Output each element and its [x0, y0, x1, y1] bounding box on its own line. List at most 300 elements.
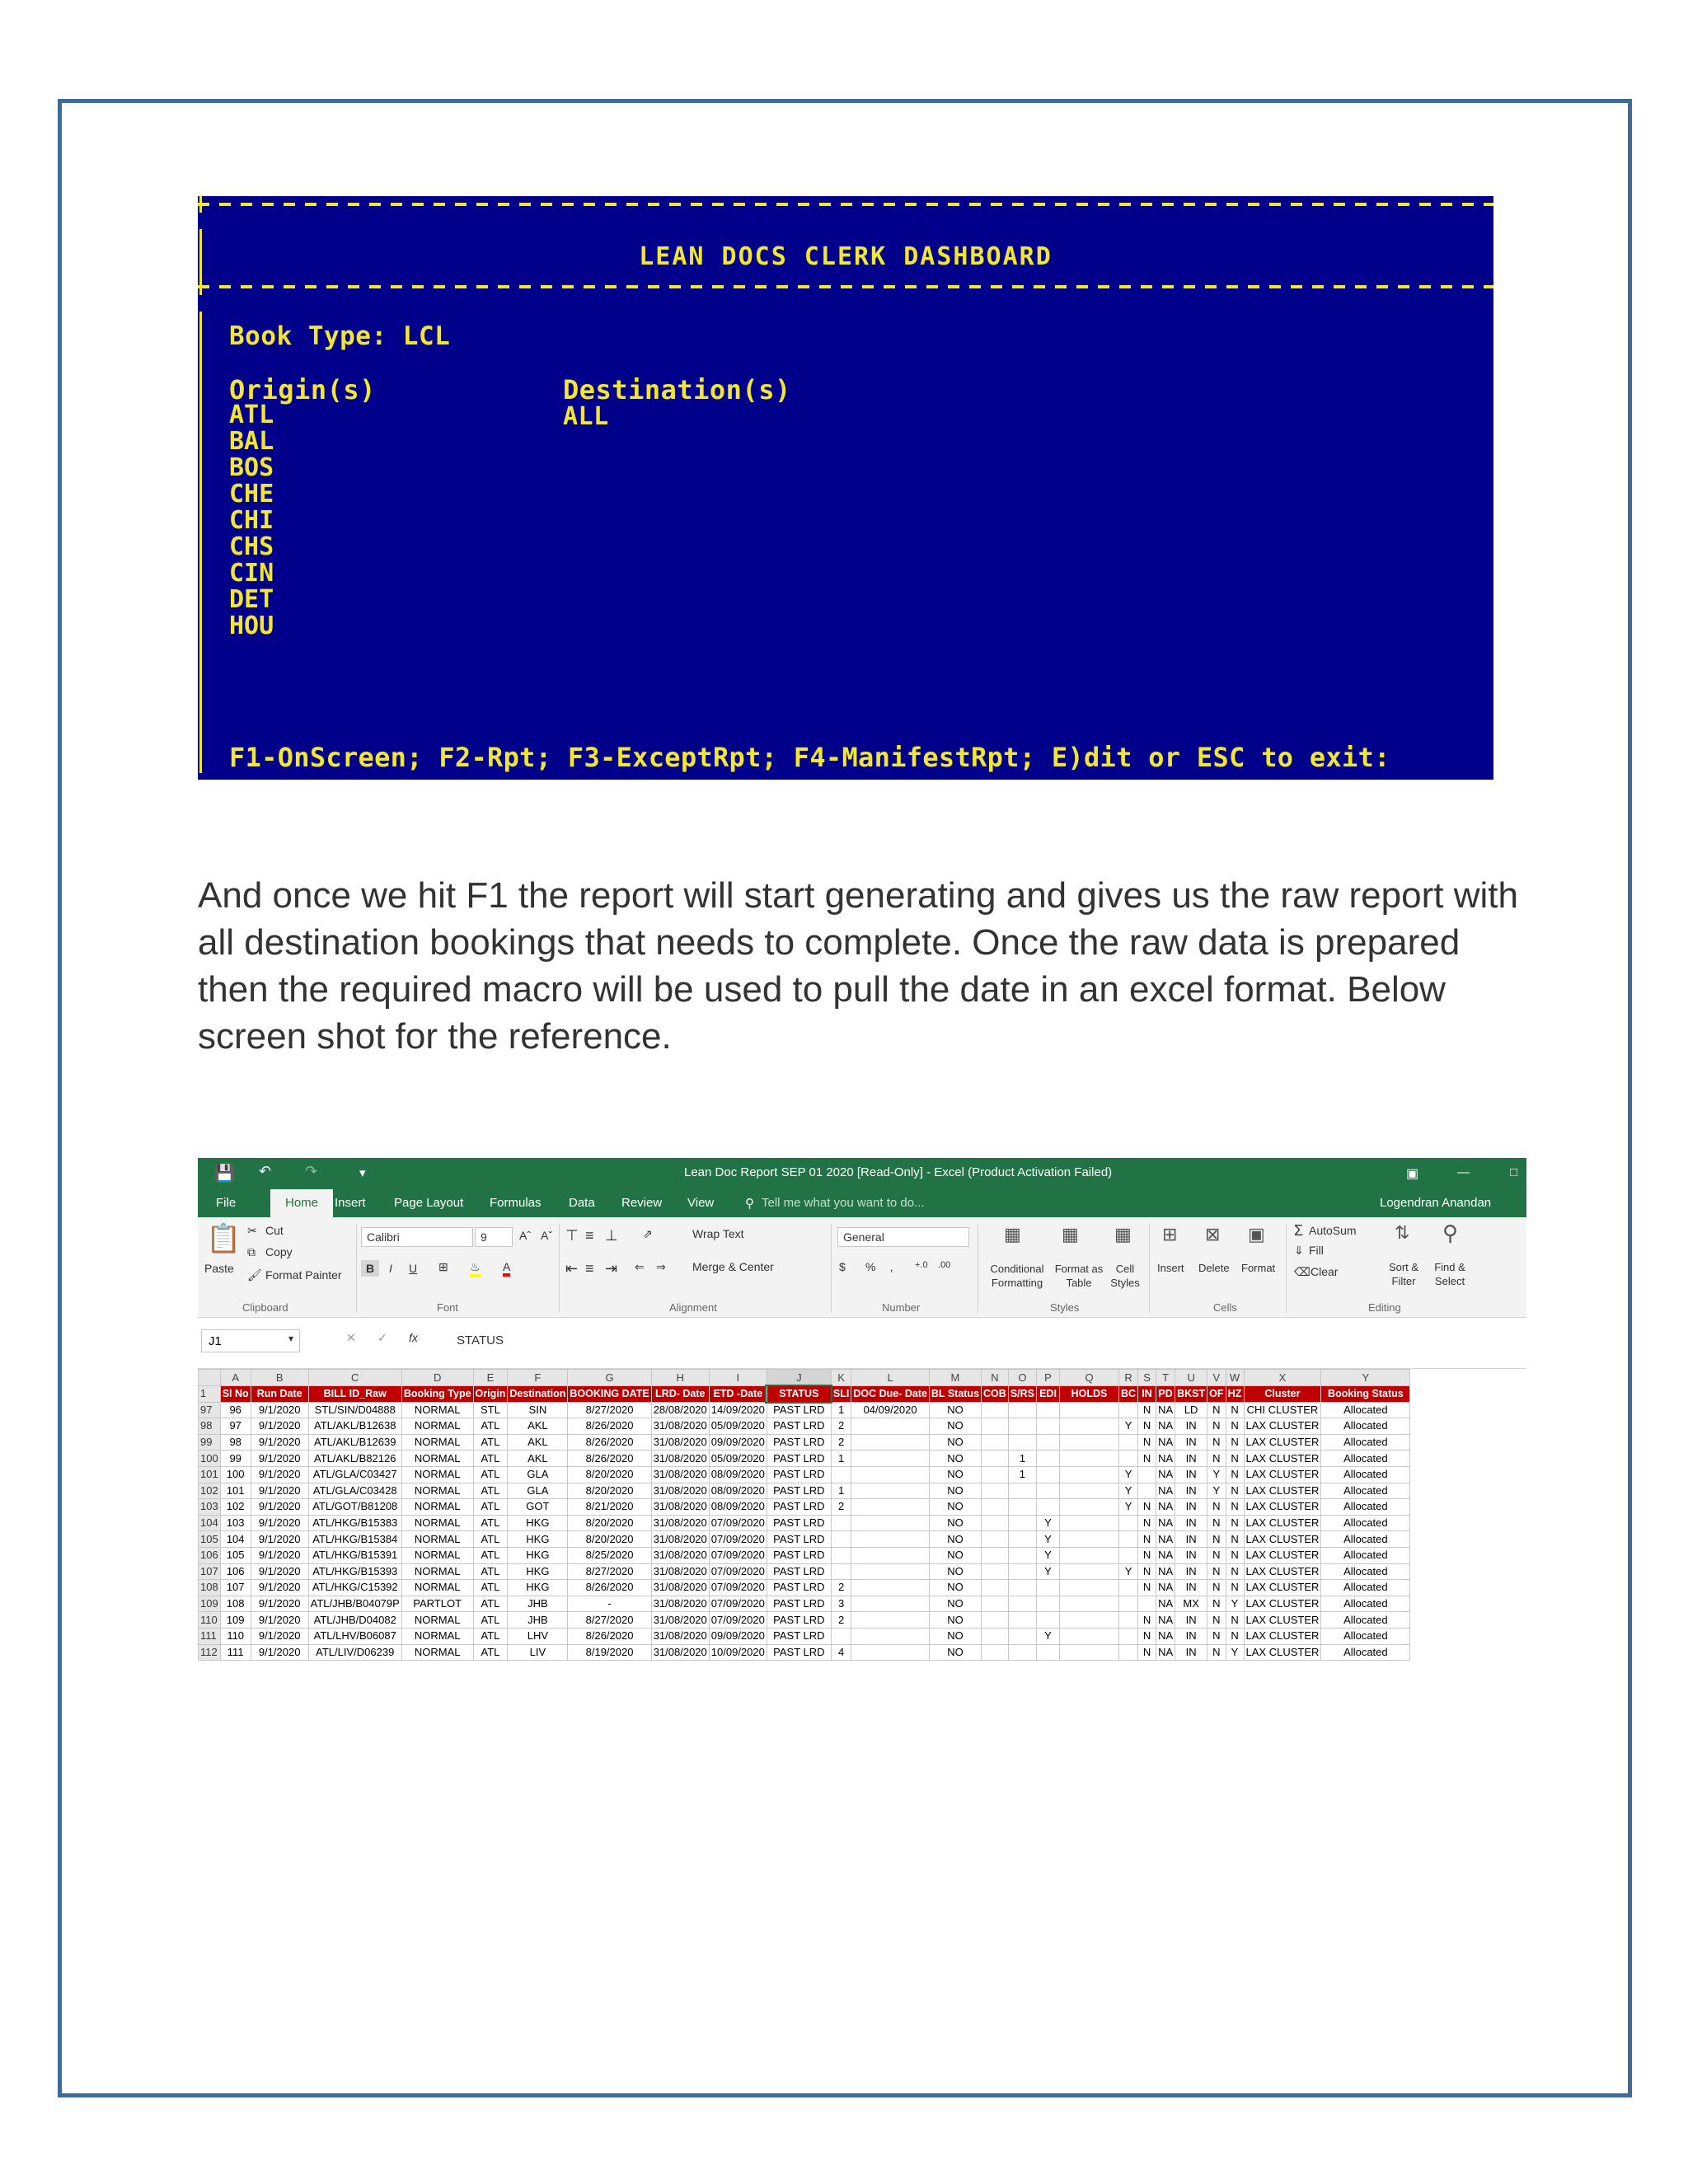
table-cell[interactable]: 9/1/2020: [251, 1418, 308, 1435]
table-cell[interactable]: [1008, 1483, 1036, 1499]
table-cell[interactable]: 2: [831, 1499, 851, 1516]
format-painter-icon[interactable]: 🖌: [247, 1268, 262, 1282]
table-cell[interactable]: ATL: [473, 1531, 508, 1548]
column-letter-e[interactable]: E: [473, 1370, 508, 1386]
table-cell[interactable]: LAX CLUSTER: [1244, 1434, 1321, 1451]
table-cell[interactable]: LD: [1175, 1402, 1207, 1418]
table-cell[interactable]: Allocated: [1321, 1628, 1410, 1644]
table-cell[interactable]: 8/19/2020: [568, 1644, 651, 1661]
table-cell[interactable]: N: [1138, 1499, 1156, 1516]
insert-cells-button[interactable]: Insert: [1157, 1262, 1184, 1274]
table-cell[interactable]: LAX CLUSTER: [1244, 1483, 1321, 1499]
table-cell[interactable]: N: [1207, 1434, 1226, 1451]
table-cell[interactable]: LAX CLUSTER: [1244, 1531, 1321, 1548]
table-cell[interactable]: [831, 1563, 851, 1580]
fill-icon[interactable]: ⇓: [1294, 1244, 1304, 1257]
table-cell[interactable]: LAX CLUSTER: [1244, 1466, 1321, 1483]
table-cell[interactable]: [982, 1515, 1009, 1531]
table-cell[interactable]: 08/09/2020: [709, 1466, 767, 1483]
table-cell[interactable]: 9/1/2020: [251, 1531, 308, 1548]
table-cell[interactable]: 9/1/2020: [251, 1628, 308, 1644]
table-cell[interactable]: [1037, 1612, 1060, 1629]
table-cell[interactable]: [851, 1499, 930, 1516]
table-cell[interactable]: [1037, 1418, 1060, 1435]
table-cell[interactable]: [1037, 1499, 1060, 1516]
table-cell[interactable]: PAST LRD: [767, 1499, 831, 1516]
table-cell[interactable]: N: [1138, 1563, 1156, 1580]
wrap-text-button[interactable]: Wrap Text: [692, 1227, 744, 1240]
column-letter-m[interactable]: M: [929, 1370, 981, 1386]
table-cell[interactable]: NA: [1156, 1434, 1175, 1451]
find-select-button[interactable]: Find & Select: [1434, 1261, 1465, 1287]
table-cell[interactable]: HKG: [508, 1563, 568, 1580]
table-cell[interactable]: 4: [831, 1644, 851, 1661]
table-cell[interactable]: N: [1226, 1612, 1244, 1629]
table-cell[interactable]: PAST LRD: [767, 1628, 831, 1644]
table-cell[interactable]: ATL/AKL/B12639: [308, 1434, 401, 1451]
table-cell[interactable]: ATL: [473, 1499, 508, 1516]
column-header-cell[interactable]: PD: [1156, 1386, 1175, 1403]
table-cell[interactable]: 8/26/2020: [568, 1580, 651, 1596]
column-letter-b[interactable]: B: [251, 1370, 308, 1386]
table-cell[interactable]: [851, 1596, 930, 1612]
table-cell[interactable]: 99: [220, 1451, 251, 1467]
table-cell[interactable]: IN: [1175, 1531, 1207, 1548]
table-cell[interactable]: 31/08/2020: [651, 1580, 709, 1596]
table-cell[interactable]: [1037, 1466, 1060, 1483]
table-cell[interactable]: 8/25/2020: [568, 1547, 651, 1563]
table-cell[interactable]: [1060, 1531, 1119, 1548]
table-cell[interactable]: N: [1226, 1499, 1244, 1516]
table-cell[interactable]: N: [1138, 1628, 1156, 1644]
table-cell[interactable]: [1060, 1466, 1119, 1483]
table-cell[interactable]: 9/1/2020: [251, 1596, 308, 1612]
table-cell[interactable]: NORMAL: [401, 1644, 473, 1661]
formula-input[interactable]: STATUS: [457, 1333, 504, 1347]
table-cell[interactable]: 8/26/2020: [568, 1628, 651, 1644]
table-cell[interactable]: PAST LRD: [767, 1612, 831, 1629]
row-number[interactable]: 99: [199, 1434, 221, 1451]
table-cell[interactable]: PAST LRD: [767, 1451, 831, 1467]
table-cell[interactable]: [982, 1466, 1009, 1483]
table-cell[interactable]: PAST LRD: [767, 1596, 831, 1612]
table-cell[interactable]: 31/08/2020: [651, 1596, 709, 1612]
column-letter-s[interactable]: S: [1138, 1370, 1156, 1386]
table-cell[interactable]: ATL/JHB/B04079P: [308, 1596, 401, 1612]
table-cell[interactable]: [831, 1515, 851, 1531]
table-cell[interactable]: NA: [1156, 1563, 1175, 1580]
tab-home[interactable]: Home: [270, 1189, 333, 1217]
table-cell[interactable]: [1119, 1515, 1138, 1531]
table-cell[interactable]: 101: [220, 1483, 251, 1499]
column-letter-y[interactable]: Y: [1321, 1370, 1410, 1386]
table-cell[interactable]: N: [1207, 1596, 1226, 1612]
table-cell[interactable]: [851, 1483, 930, 1499]
table-cell[interactable]: [1119, 1596, 1138, 1612]
table-cell[interactable]: 107: [220, 1580, 251, 1596]
table-cell[interactable]: NORMAL: [401, 1483, 473, 1499]
underline-icon[interactable]: U: [409, 1262, 418, 1275]
table-cell[interactable]: LAX CLUSTER: [1244, 1451, 1321, 1467]
column-letter-q[interactable]: Q: [1060, 1370, 1119, 1386]
table-cell[interactable]: IN: [1175, 1451, 1207, 1467]
column-letter-h[interactable]: H: [651, 1370, 709, 1386]
table-cell[interactable]: 8/20/2020: [568, 1483, 651, 1499]
cell-styles-button[interactable]: Cell Styles: [1110, 1263, 1140, 1289]
table-cell[interactable]: 31/08/2020: [651, 1515, 709, 1531]
table-cell[interactable]: GOT: [508, 1499, 568, 1516]
table-cell[interactable]: Allocated: [1321, 1466, 1410, 1483]
table-cell[interactable]: [1008, 1547, 1036, 1563]
table-cell[interactable]: [1138, 1483, 1156, 1499]
column-letter-u[interactable]: U: [1175, 1370, 1207, 1386]
table-cell[interactable]: [982, 1402, 1009, 1418]
table-cell[interactable]: Allocated: [1321, 1418, 1410, 1435]
table-cell[interactable]: ATL: [473, 1418, 508, 1435]
table-cell[interactable]: [1138, 1466, 1156, 1483]
table-cell[interactable]: 07/09/2020: [709, 1515, 767, 1531]
table-cell[interactable]: 31/08/2020: [651, 1612, 709, 1629]
table-cell[interactable]: ATL: [473, 1628, 508, 1644]
table-cell[interactable]: N: [1138, 1515, 1156, 1531]
table-cell[interactable]: N: [1226, 1515, 1244, 1531]
format-as-table-icon[interactable]: ▦: [1062, 1224, 1079, 1244]
table-cell[interactable]: Y: [1037, 1628, 1060, 1644]
table-cell[interactable]: [1008, 1644, 1036, 1661]
table-cell[interactable]: NO: [929, 1466, 981, 1483]
table-cell[interactable]: 8/20/2020: [568, 1531, 651, 1548]
column-header-cell[interactable]: HZ: [1226, 1386, 1244, 1403]
align-middle-icon[interactable]: ≡: [585, 1227, 594, 1244]
table-cell[interactable]: ATL/HKG/B15393: [308, 1563, 401, 1580]
table-cell[interactable]: N: [1138, 1402, 1156, 1418]
table-cell[interactable]: IN: [1175, 1434, 1207, 1451]
font-color-icon[interactable]: A: [503, 1260, 510, 1277]
table-cell[interactable]: HKG: [508, 1531, 568, 1548]
table-cell[interactable]: [851, 1531, 930, 1548]
table-cell[interactable]: ATL: [473, 1612, 508, 1629]
table-cell[interactable]: 105: [220, 1547, 251, 1563]
table-cell[interactable]: 1: [1008, 1466, 1036, 1483]
name-box[interactable]: J1: [201, 1329, 300, 1352]
table-cell[interactable]: Y: [1119, 1418, 1138, 1435]
find-icon[interactable]: ⚲: [1442, 1221, 1459, 1245]
table-cell[interactable]: 9/1/2020: [251, 1499, 308, 1516]
table-cell[interactable]: [851, 1644, 930, 1661]
table-cell[interactable]: ATL/HKG/B15391: [308, 1547, 401, 1563]
row-number[interactable]: 107: [199, 1563, 221, 1580]
table-cell[interactable]: ATL/HKG/C15392: [308, 1580, 401, 1596]
table-cell[interactable]: [982, 1531, 1009, 1548]
merge-center-button[interactable]: Merge & Center: [692, 1260, 774, 1273]
table-cell[interactable]: NA: [1156, 1515, 1175, 1531]
align-right-icon[interactable]: ⇥: [605, 1260, 618, 1277]
table-cell[interactable]: [1037, 1580, 1060, 1596]
table-cell[interactable]: Y: [1226, 1644, 1244, 1661]
table-cell[interactable]: Y: [1037, 1531, 1060, 1548]
format-cells-icon[interactable]: ▣: [1248, 1224, 1265, 1244]
tab-page-layout[interactable]: Page Layout: [394, 1196, 464, 1210]
table-cell[interactable]: [982, 1563, 1009, 1580]
tab-data[interactable]: Data: [569, 1196, 595, 1210]
table-cell[interactable]: LAX CLUSTER: [1244, 1644, 1321, 1661]
table-cell[interactable]: PAST LRD: [767, 1563, 831, 1580]
row-number[interactable]: 105: [199, 1531, 221, 1548]
table-cell[interactable]: Allocated: [1321, 1451, 1410, 1467]
table-cell[interactable]: 111: [220, 1644, 251, 1661]
table-cell[interactable]: N: [1207, 1531, 1226, 1548]
row-number[interactable]: 109: [199, 1596, 221, 1612]
table-cell[interactable]: 8/26/2020: [568, 1451, 651, 1467]
table-cell[interactable]: N: [1138, 1531, 1156, 1548]
table-cell[interactable]: [1037, 1434, 1060, 1451]
table-cell[interactable]: LIV: [508, 1644, 568, 1661]
table-cell[interactable]: 9/1/2020: [251, 1451, 308, 1467]
select-all-corner[interactable]: [199, 1370, 221, 1386]
table-cell[interactable]: NO: [929, 1547, 981, 1563]
table-cell[interactable]: 8/26/2020: [568, 1434, 651, 1451]
table-cell[interactable]: PAST LRD: [767, 1418, 831, 1435]
table-cell[interactable]: 109: [220, 1612, 251, 1629]
table-cell[interactable]: 31/08/2020: [651, 1628, 709, 1644]
table-cell[interactable]: 2: [831, 1580, 851, 1596]
table-cell[interactable]: HKG: [508, 1547, 568, 1563]
table-cell[interactable]: 09/09/2020: [709, 1628, 767, 1644]
table-cell[interactable]: [1119, 1402, 1138, 1418]
table-cell[interactable]: NA: [1156, 1531, 1175, 1548]
table-cell[interactable]: 8/21/2020: [568, 1499, 651, 1516]
insert-cells-icon[interactable]: ⊞: [1162, 1224, 1178, 1244]
decrease-font-icon[interactable]: Aˇ: [541, 1229, 552, 1242]
table-cell[interactable]: [1119, 1628, 1138, 1644]
table-cell[interactable]: 31/08/2020: [651, 1499, 709, 1516]
column-header-cell[interactable]: SLI: [831, 1386, 851, 1403]
table-cell[interactable]: [1008, 1434, 1036, 1451]
column-header-cell[interactable]: DOC Due- Date: [851, 1386, 930, 1403]
table-cell[interactable]: ATL/HKG/B15384: [308, 1531, 401, 1548]
table-cell[interactable]: N: [1138, 1580, 1156, 1596]
table-cell[interactable]: [1008, 1418, 1036, 1435]
table-cell[interactable]: [1138, 1596, 1156, 1612]
table-cell[interactable]: [851, 1418, 930, 1435]
table-cell[interactable]: [1008, 1531, 1036, 1548]
comma-icon[interactable]: ‚: [890, 1260, 893, 1273]
table-cell[interactable]: 110: [220, 1628, 251, 1644]
user-name[interactable]: Logendran Anandan: [1380, 1196, 1492, 1210]
table-cell[interactable]: N: [1207, 1628, 1226, 1644]
percent-icon[interactable]: %: [865, 1260, 876, 1273]
table-cell[interactable]: NA: [1156, 1483, 1175, 1499]
table-cell[interactable]: N: [1226, 1402, 1244, 1418]
table-cell[interactable]: NORMAL: [401, 1466, 473, 1483]
table-cell[interactable]: NA: [1156, 1451, 1175, 1467]
column-header-cell[interactable]: Booking Status: [1321, 1386, 1410, 1403]
save-icon[interactable]: 💾: [214, 1165, 235, 1183]
table-cell[interactable]: 1: [1008, 1451, 1036, 1467]
table-cell[interactable]: LAX CLUSTER: [1244, 1418, 1321, 1435]
table-cell[interactable]: N: [1207, 1644, 1226, 1661]
table-cell[interactable]: Allocated: [1321, 1531, 1410, 1548]
table-cell[interactable]: [1008, 1596, 1036, 1612]
insert-function-icon[interactable]: fx: [409, 1331, 418, 1344]
table-cell[interactable]: STL/SIN/D04888: [308, 1402, 401, 1418]
table-cell[interactable]: Y: [1037, 1547, 1060, 1563]
column-header-cell[interactable]: BKST: [1175, 1386, 1207, 1403]
table-cell[interactable]: NORMAL: [401, 1547, 473, 1563]
column-letter-i[interactable]: I: [709, 1370, 767, 1386]
table-cell[interactable]: 07/09/2020: [709, 1596, 767, 1612]
column-header-cell[interactable]: STATUS: [767, 1386, 831, 1403]
delete-cells-icon[interactable]: ⊠: [1205, 1224, 1221, 1244]
table-cell[interactable]: AKL: [508, 1451, 568, 1467]
table-cell[interactable]: Allocated: [1321, 1402, 1410, 1418]
enter-icon[interactable]: ✓: [377, 1331, 387, 1344]
table-cell[interactable]: 9/1/2020: [251, 1483, 308, 1499]
table-cell[interactable]: [1060, 1644, 1119, 1661]
row-number[interactable]: 112: [199, 1644, 221, 1661]
table-cell[interactable]: N: [1207, 1451, 1226, 1467]
table-cell[interactable]: LAX CLUSTER: [1244, 1547, 1321, 1563]
ribbon-display-options-icon[interactable]: ▣: [1406, 1167, 1419, 1181]
table-cell[interactable]: 31/08/2020: [651, 1531, 709, 1548]
format-as-table-button[interactable]: Format as Table: [1054, 1263, 1104, 1289]
font-size-select[interactable]: 9: [475, 1227, 513, 1247]
table-cell[interactable]: [851, 1547, 930, 1563]
table-cell[interactable]: NORMAL: [401, 1515, 473, 1531]
table-cell[interactable]: NO: [929, 1434, 981, 1451]
column-header-cell[interactable]: BL Status: [929, 1386, 981, 1403]
table-cell[interactable]: [982, 1547, 1009, 1563]
table-cell[interactable]: [982, 1418, 1009, 1435]
table-cell[interactable]: N: [1138, 1612, 1156, 1629]
column-letter-w[interactable]: W: [1226, 1370, 1244, 1386]
font-name-select[interactable]: Calibri: [361, 1227, 473, 1247]
table-cell[interactable]: NORMAL: [401, 1402, 473, 1418]
column-letter-n[interactable]: N: [982, 1370, 1009, 1386]
table-cell[interactable]: NO: [929, 1483, 981, 1499]
table-cell[interactable]: 9/1/2020: [251, 1434, 308, 1451]
table-cell[interactable]: [831, 1531, 851, 1548]
table-cell[interactable]: NORMAL: [401, 1418, 473, 1435]
table-cell[interactable]: [1119, 1580, 1138, 1596]
table-cell[interactable]: [1037, 1483, 1060, 1499]
table-cell[interactable]: NA: [1156, 1547, 1175, 1563]
row-number[interactable]: 101: [199, 1466, 221, 1483]
table-cell[interactable]: ATL/LIV/D06239: [308, 1644, 401, 1661]
table-cell[interactable]: Allocated: [1321, 1596, 1410, 1612]
table-cell[interactable]: [1060, 1628, 1119, 1644]
table-cell[interactable]: PAST LRD: [767, 1644, 831, 1661]
table-cell[interactable]: [982, 1451, 1009, 1467]
table-cell[interactable]: 97: [220, 1418, 251, 1435]
format-painter-button[interactable]: Format Painter: [265, 1268, 342, 1282]
table-cell[interactable]: [1008, 1580, 1036, 1596]
table-cell[interactable]: LAX CLUSTER: [1244, 1563, 1321, 1580]
table-cell[interactable]: [1008, 1515, 1036, 1531]
table-cell[interactable]: IN: [1175, 1499, 1207, 1516]
table-cell[interactable]: ATL/GOT/B81208: [308, 1499, 401, 1516]
table-cell[interactable]: [1060, 1563, 1119, 1580]
paste-button[interactable]: Paste: [204, 1262, 234, 1275]
table-cell[interactable]: 31/08/2020: [651, 1547, 709, 1563]
table-cell[interactable]: IN: [1175, 1547, 1207, 1563]
row-number[interactable]: 97: [199, 1402, 221, 1418]
table-cell[interactable]: [1060, 1596, 1119, 1612]
table-cell[interactable]: 08/09/2020: [709, 1483, 767, 1499]
table-cell[interactable]: Allocated: [1321, 1563, 1410, 1580]
table-cell[interactable]: ATL: [473, 1466, 508, 1483]
table-cell[interactable]: ATL/HKG/B15383: [308, 1515, 401, 1531]
table-cell[interactable]: NA: [1156, 1596, 1175, 1612]
table-cell[interactable]: Allocated: [1321, 1483, 1410, 1499]
table-cell[interactable]: IN: [1175, 1612, 1207, 1629]
table-cell[interactable]: N: [1207, 1547, 1226, 1563]
table-cell[interactable]: 31/08/2020: [651, 1418, 709, 1435]
table-cell[interactable]: 2: [831, 1434, 851, 1451]
table-cell[interactable]: [1037, 1402, 1060, 1418]
table-cell[interactable]: 8/20/2020: [568, 1515, 651, 1531]
borders-icon[interactable]: ⊞: [438, 1260, 448, 1273]
table-cell[interactable]: [1060, 1547, 1119, 1563]
table-cell[interactable]: NA: [1156, 1418, 1175, 1435]
table-cell[interactable]: LAX CLUSTER: [1244, 1612, 1321, 1629]
table-cell[interactable]: NORMAL: [401, 1628, 473, 1644]
table-cell[interactable]: NO: [929, 1580, 981, 1596]
table-cell[interactable]: ATL/LHV/B06087: [308, 1628, 401, 1644]
clear-button[interactable]: Clear: [1311, 1265, 1339, 1278]
table-cell[interactable]: 8/20/2020: [568, 1466, 651, 1483]
autosum-icon[interactable]: Σ: [1294, 1222, 1304, 1239]
table-cell[interactable]: NORMAL: [401, 1580, 473, 1596]
table-cell[interactable]: 2: [831, 1418, 851, 1435]
tab-file[interactable]: File: [216, 1196, 237, 1210]
table-cell[interactable]: LAX CLUSTER: [1244, 1628, 1321, 1644]
table-cell[interactable]: [1060, 1483, 1119, 1499]
table-cell[interactable]: N: [1226, 1466, 1244, 1483]
table-cell[interactable]: N: [1226, 1483, 1244, 1499]
table-cell[interactable]: N: [1226, 1580, 1244, 1596]
table-cell[interactable]: [982, 1483, 1009, 1499]
table-cell[interactable]: NO: [929, 1418, 981, 1435]
cut-button[interactable]: Cut: [265, 1224, 284, 1237]
table-cell[interactable]: NORMAL: [401, 1499, 473, 1516]
column-letter-x[interactable]: X: [1244, 1370, 1321, 1386]
column-header-cell[interactable]: Cluster: [1244, 1386, 1321, 1403]
table-cell[interactable]: LAX CLUSTER: [1244, 1580, 1321, 1596]
row-number[interactable]: 100: [199, 1451, 221, 1467]
table-cell[interactable]: 10/09/2020: [709, 1644, 767, 1661]
conditional-formatting-icon[interactable]: ▦: [1004, 1224, 1021, 1244]
table-cell[interactable]: NO: [929, 1451, 981, 1467]
copy-icon[interactable]: ⧉: [247, 1245, 256, 1258]
table-cell[interactable]: N: [1207, 1499, 1226, 1516]
table-cell[interactable]: N: [1207, 1418, 1226, 1435]
table-cell[interactable]: N: [1138, 1418, 1156, 1435]
table-cell[interactable]: Y: [1207, 1483, 1226, 1499]
table-cell[interactable]: 96: [220, 1402, 251, 1418]
table-cell[interactable]: 31/08/2020: [651, 1434, 709, 1451]
column-letter-j[interactable]: J: [767, 1370, 831, 1386]
table-cell[interactable]: ATL: [473, 1563, 508, 1580]
table-cell[interactable]: ATL: [473, 1580, 508, 1596]
table-cell[interactable]: PAST LRD: [767, 1402, 831, 1418]
table-cell[interactable]: 08/09/2020: [709, 1499, 767, 1516]
column-header-cell[interactable]: OF: [1207, 1386, 1226, 1403]
table-cell[interactable]: PAST LRD: [767, 1515, 831, 1531]
table-cell[interactable]: 8/27/2020: [568, 1612, 651, 1629]
table-cell[interactable]: N: [1226, 1418, 1244, 1435]
table-cell[interactable]: [831, 1628, 851, 1644]
